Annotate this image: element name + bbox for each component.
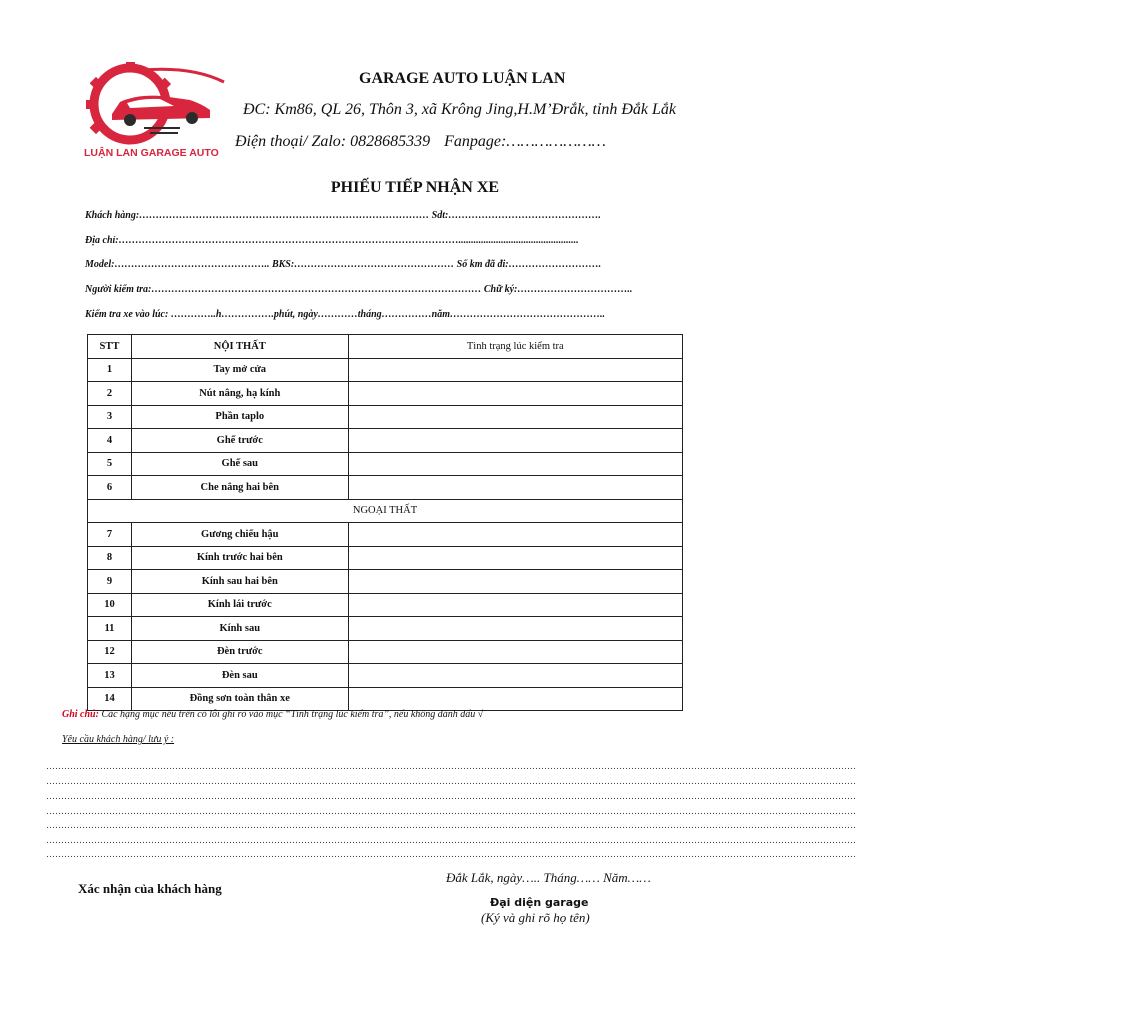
customer-request-label: Yêu cầu khách hàng/ lưu ý : <box>62 734 175 745</box>
row-item: Đèn sau <box>131 664 348 688</box>
row-status-cell[interactable] <box>348 429 682 453</box>
logo-text: LUẬN LAN GARAGE AUTO <box>84 147 219 159</box>
garage-logo <box>82 62 232 162</box>
note-label: Ghi chú: <box>62 709 99 720</box>
garage-phone: Điện thoại/ Zalo: 0828685339 <box>235 133 431 150</box>
table-row <box>88 570 683 594</box>
row-no: 6 <box>88 476 132 500</box>
table-row <box>88 640 683 664</box>
row-no: 11 <box>88 617 132 641</box>
row-status-cell[interactable] <box>348 523 682 547</box>
row-item: Gương chiếu hậu <box>131 523 348 547</box>
row-item: Kính sau <box>131 617 348 641</box>
table-row <box>88 429 683 453</box>
table-row <box>88 382 683 406</box>
inspection-time-field[interactable]: Kiểm tra xe vào lúc: …………..h…………….phút, ngày…………tháng……………năm……………………………………….. <box>85 309 606 320</box>
customer-confirmation: Xác nhận của khách hàng <box>78 881 222 896</box>
row-item: Che nắng hai bên <box>131 476 348 500</box>
garage-fanpage: Fanpage:………………… <box>444 133 606 150</box>
row-status-cell[interactable] <box>348 593 682 617</box>
section-row <box>88 499 683 523</box>
row-status-cell[interactable] <box>348 687 682 711</box>
address-field[interactable]: Địa chỉ:…………………………………………………………………………………………................................................ <box>85 235 579 246</box>
inspection-table <box>87 334 683 711</box>
row-item: Kính sau hai bên <box>131 570 348 594</box>
table-row <box>88 546 683 570</box>
row-status-cell[interactable] <box>348 640 682 664</box>
header-status: Tình trạng lúc kiểm tra <box>348 335 682 359</box>
request-line[interactable]: ……………………………………………………………………………………………………………………………………………………………………………………………………………………………………………… <box>46 820 856 830</box>
table-header-row <box>88 335 683 359</box>
table-row <box>88 687 683 711</box>
garage-address: ĐC: Km86, QL 26, Thôn 3, xã Krông Jing,H.M’Đrắk, tỉnh Đắk Lắk <box>243 101 677 118</box>
request-line[interactable]: ……………………………………………………………………………………………………………………………………………………………………………………………………………………………………………… <box>46 849 856 859</box>
request-line[interactable]: ……………………………………………………………………………………………………………………………………………………………………………………………………………………………………………… <box>46 761 856 771</box>
row-no: 3 <box>88 405 132 429</box>
row-no: 10 <box>88 593 132 617</box>
row-item: Kính trước hai bên <box>131 546 348 570</box>
model-field[interactable]: Model:……………………………………….. BKS:………………………………………… Số km đã đi:………………………. <box>85 259 602 270</box>
table-row <box>88 664 683 688</box>
row-no: 4 <box>88 429 132 453</box>
note <box>62 709 483 720</box>
table-row <box>88 452 683 476</box>
request-line[interactable]: ……………………………………………………………………………………………………………………………………………………………………………………………………………………………………………… <box>46 835 856 845</box>
row-item: Đèn trước <box>131 640 348 664</box>
row-item: Tay mở cửa <box>131 358 348 382</box>
row-no: 13 <box>88 664 132 688</box>
row-status-cell[interactable] <box>348 358 682 382</box>
form-title: PHIẾU TIẾP NHẬN XE <box>330 179 500 196</box>
table-row <box>88 523 683 547</box>
signature-note: (Ký và ghi rõ họ tên) <box>481 910 590 925</box>
table-row <box>88 617 683 641</box>
row-item: Ghế sau <box>131 452 348 476</box>
gear-car-logo-icon <box>82 62 232 162</box>
date-line[interactable]: Đắk Lắk, ngày….. Tháng…… Năm…… <box>446 870 651 885</box>
row-status-cell[interactable] <box>348 617 682 641</box>
table-row <box>88 405 683 429</box>
inspector-field[interactable]: Người kiểm tra:……………………………………………………………………………………… Chữ ký:…………………………….. <box>85 284 633 295</box>
garage-representative: Đại diện garage <box>490 896 589 909</box>
row-no: 2 <box>88 382 132 406</box>
row-item: Nút nâng, hạ kính <box>131 382 348 406</box>
row-status-cell[interactable] <box>348 382 682 406</box>
table-row <box>88 593 683 617</box>
customer-field[interactable]: Khách hàng:…………………………………………………………………………… Sdt:………………………………………. <box>85 210 601 221</box>
row-no: 12 <box>88 640 132 664</box>
garage-contact <box>235 133 1003 151</box>
table-row <box>88 358 683 382</box>
row-no: 14 <box>88 687 132 711</box>
row-item: Ghế trước <box>131 429 348 453</box>
row-no: 1 <box>88 358 132 382</box>
row-no: 7 <box>88 523 132 547</box>
note-text: Các hạng mục nêu trên có lỗi ghi rõ vào mục “Tình trạng lúc kiểm tra”, nếu không đánh dấu √ <box>98 709 484 720</box>
garage-name: GARAGE AUTO LUẬN LAN <box>359 70 566 87</box>
row-status-cell[interactable] <box>348 664 682 688</box>
row-item: Kính lái trước <box>131 593 348 617</box>
row-no: 9 <box>88 570 132 594</box>
row-status-cell[interactable] <box>348 452 682 476</box>
request-line[interactable]: ……………………………………………………………………………………………………………………………………………………………………………………………………………………………………………… <box>46 806 856 816</box>
row-no: 8 <box>88 546 132 570</box>
table-row <box>88 476 683 500</box>
row-no: 5 <box>88 452 132 476</box>
exterior-section-header: NGOẠI THẤT <box>88 499 683 523</box>
request-line[interactable]: ……………………………………………………………………………………………………………………………………………………………………………………………………………………………………………… <box>46 791 856 801</box>
header-stt: STT <box>88 335 132 359</box>
row-status-cell[interactable] <box>348 570 682 594</box>
row-status-cell[interactable] <box>348 476 682 500</box>
request-line[interactable]: ……………………………………………………………………………………………………………………………………………………………………………………………………………………………………………… <box>46 776 856 786</box>
row-item: Đồng sơn toàn thân xe <box>131 687 348 711</box>
header-interior: NỘI THẤT <box>131 335 348 359</box>
row-status-cell[interactable] <box>348 405 682 429</box>
row-item: Phần taplo <box>131 405 348 429</box>
row-status-cell[interactable] <box>348 546 682 570</box>
